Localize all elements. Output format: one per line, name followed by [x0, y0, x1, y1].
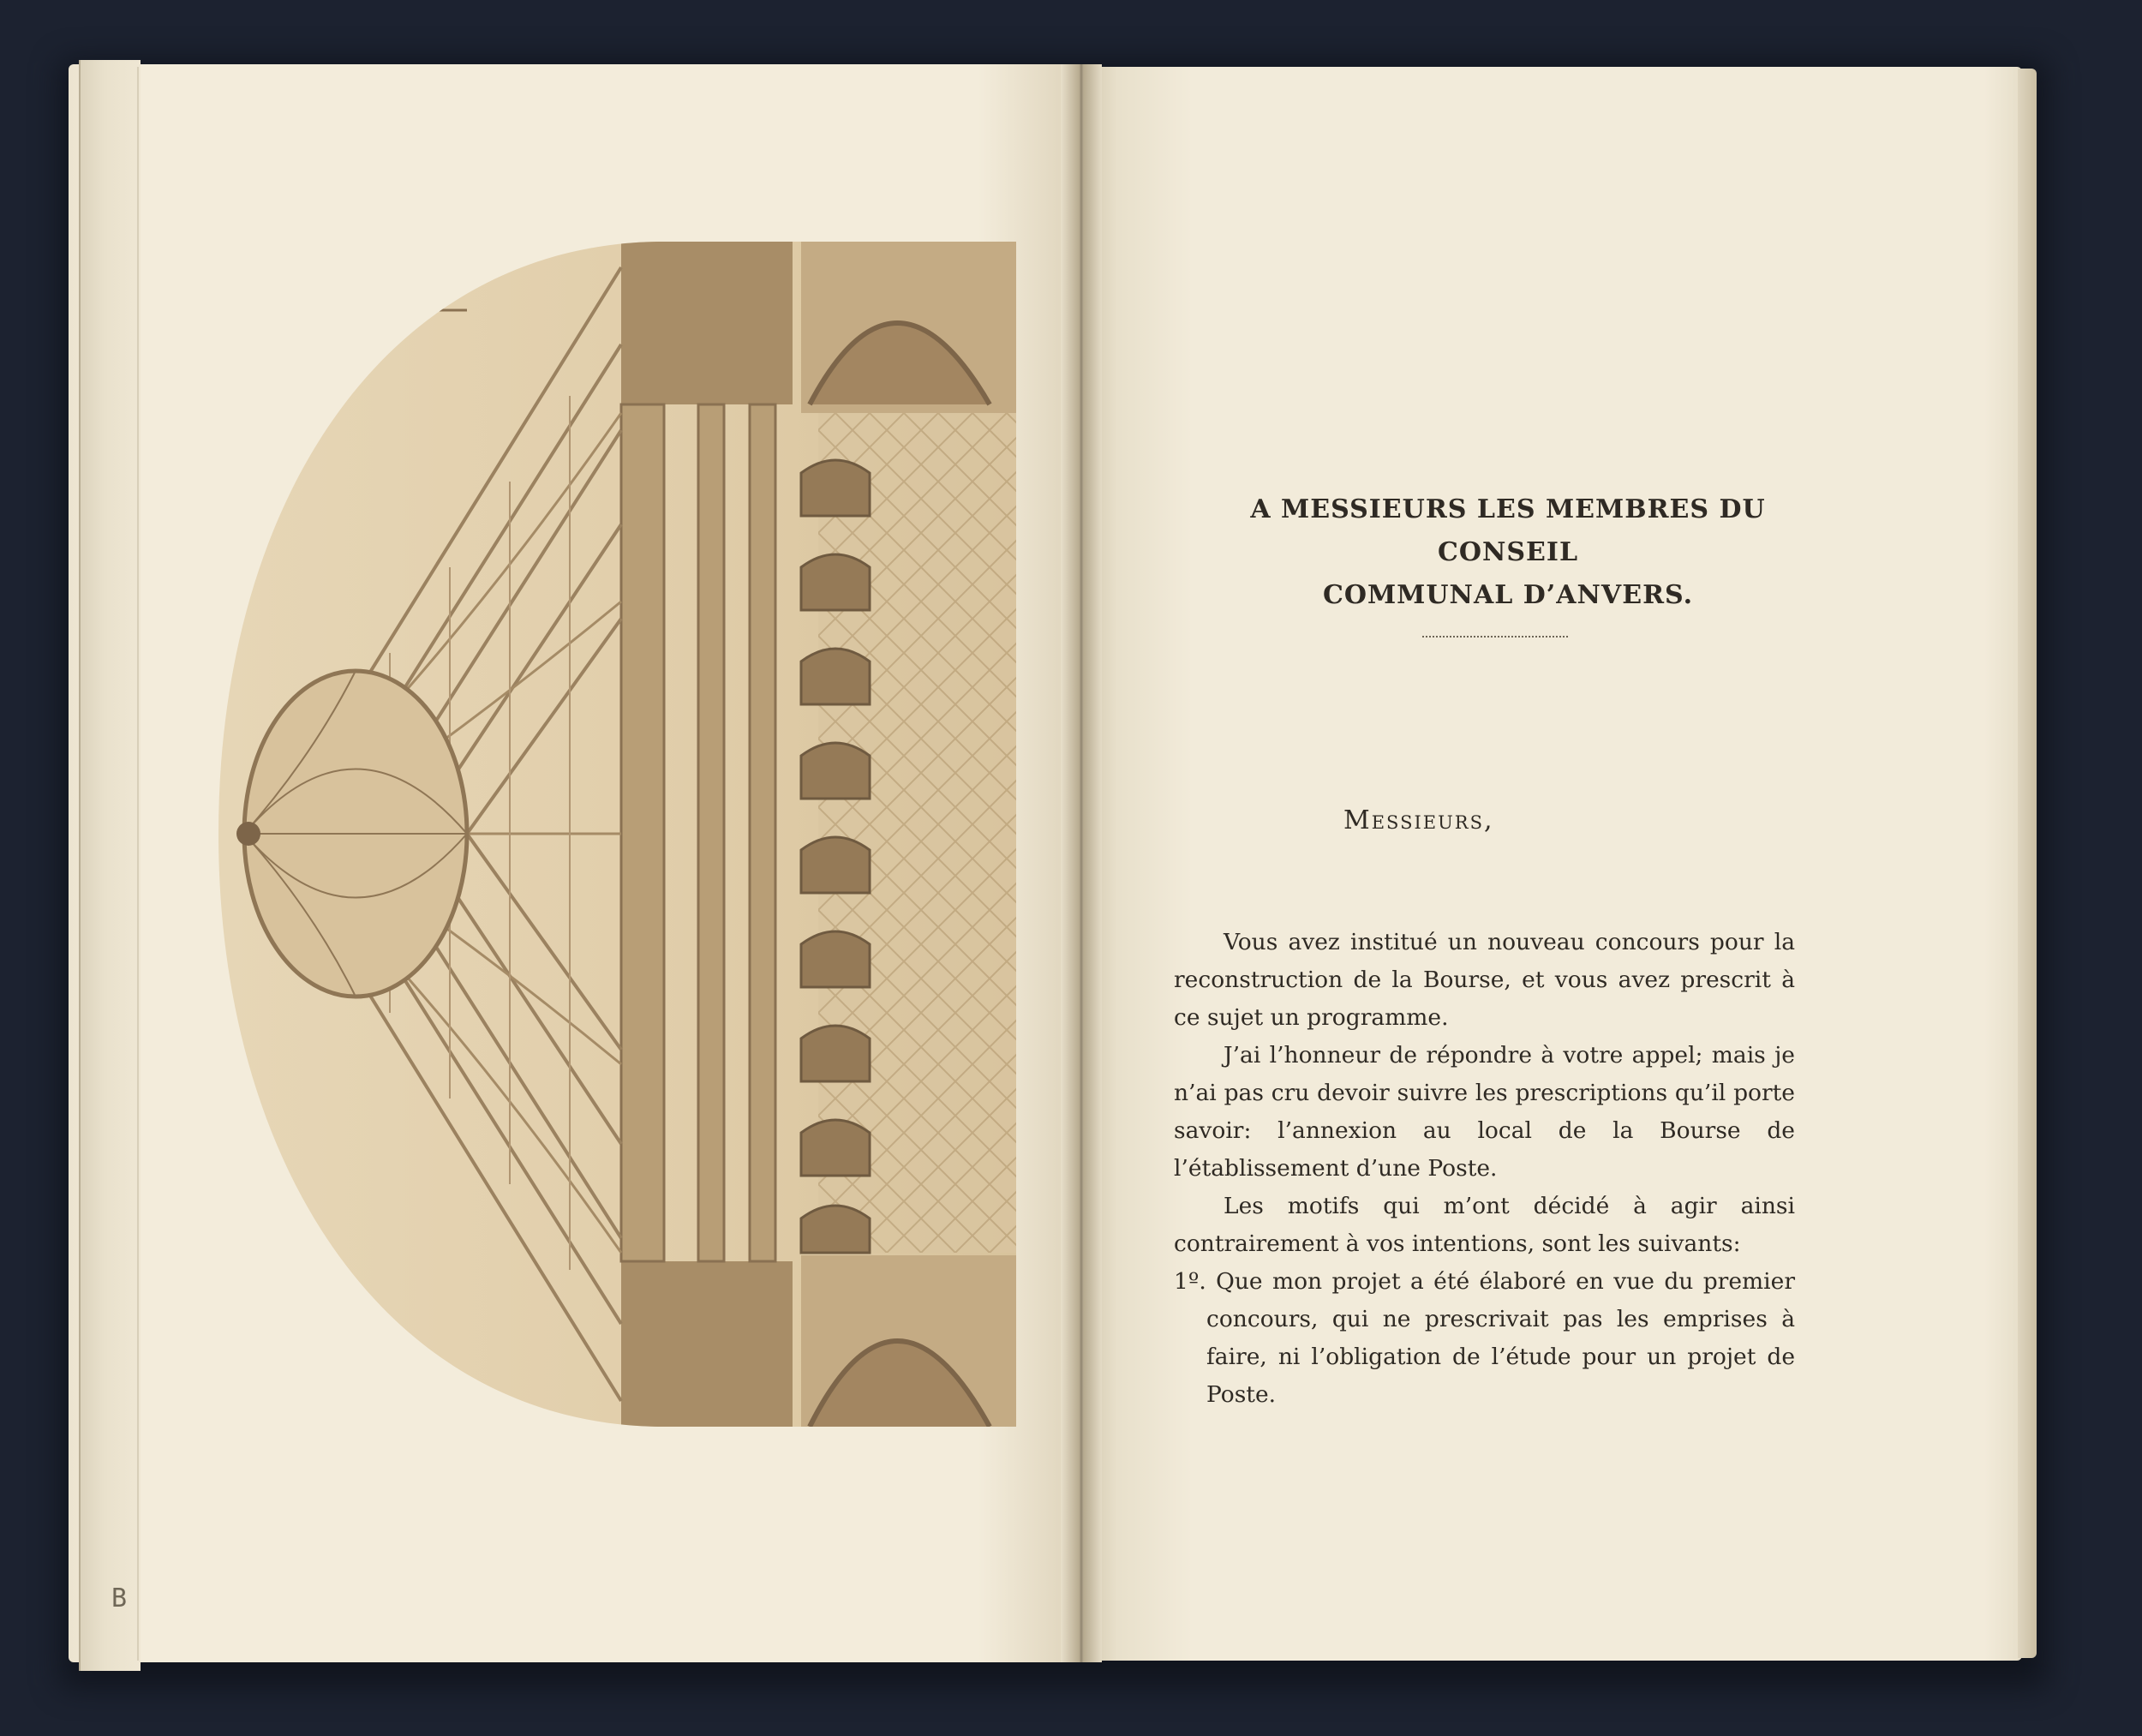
- heading-line-1: A MESSIEURS LES MEMBRES DU CONSEIL: [1250, 494, 1766, 567]
- right-page: [1080, 67, 2022, 1661]
- left-page-edge: [79, 60, 141, 1671]
- decorative-rule: [1422, 636, 1568, 638]
- paragraph-3: Les motifs qui m’ont décidé à agir ainsi contrairement à vos intentions, sont les suivants:: [1174, 1193, 1795, 1257]
- heading-line-2: COMMUNAL D’ANVERS.: [1322, 580, 1694, 610]
- right-page-edge: [2018, 69, 2037, 1658]
- margin-mark: B: [111, 1583, 128, 1613]
- paragraph-1: Vous avez institué un nouveau concours pour la reconstruction de la Bourse, et vous avez prescrit à ce sujet un programme.: [1174, 929, 1795, 1031]
- paragraph-2: J’ai l’honneur de répondre à votre appel; mais je n’ai pas cru devoir suivre les prescriptions qu’il porte savoir: l’annexion au local de la Bourse de l’établissement d’une Poste.: [1174, 1042, 1795, 1182]
- book-gutter: [1061, 64, 1102, 1662]
- left-page-fold: [137, 67, 139, 1661]
- paragraph-4: 1º. Que mon projet a été élaboré en vue du premier concours, qui ne prescrivait pas les emprises à faire, ni l’obligation de l’étude pour un projet de Poste.: [1174, 1268, 1795, 1408]
- plate-illustration: [218, 242, 1016, 1427]
- letter-body: [1174, 924, 1795, 1414]
- letter-heading: [1208, 488, 1808, 617]
- architectural-plate-photo: [218, 242, 1016, 1427]
- salutation: Messieurs,: [1343, 805, 1494, 835]
